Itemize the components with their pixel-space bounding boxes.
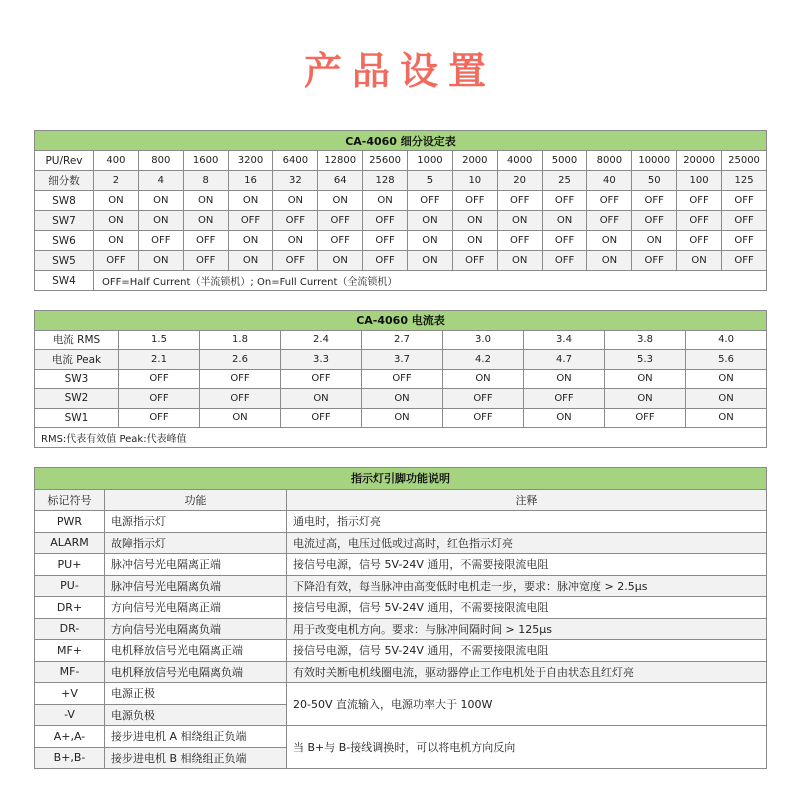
pin-function: 电源负极 — [105, 704, 287, 726]
header-note: 注释 — [287, 489, 767, 511]
pin-code: PU+ — [35, 554, 105, 576]
table-cell: OFF — [722, 191, 767, 211]
table-cell: ON — [497, 211, 542, 231]
table-cell: 4.0 — [686, 330, 767, 350]
header-func: 功能 — [105, 489, 287, 511]
pin-note: 下降沿有效，每当脉冲由高变低时电机走一步，要求：脉冲宽度 > 2.5μs — [287, 575, 767, 597]
pin-code: ALARM — [35, 532, 105, 554]
pin-note: 接信号电源，信号 5V-24V 通用，不需要接限流电阻 — [287, 640, 767, 662]
table-cell: OFF — [183, 231, 228, 251]
pin-function-table — [34, 467, 767, 769]
table-cell: 4 — [138, 171, 183, 191]
table-cell: OFF — [443, 389, 524, 409]
table-row — [35, 369, 767, 389]
table-cell: OFF — [722, 211, 767, 231]
table-cell: 2.1 — [119, 350, 200, 370]
table-cell: ON — [228, 231, 273, 251]
row-label: SW7 — [35, 211, 94, 231]
table-cell: ON — [443, 369, 524, 389]
pin-code: +V — [35, 683, 105, 705]
table-cell: ON — [362, 389, 443, 409]
table-row — [35, 171, 767, 191]
pin-code: PWR — [35, 511, 105, 533]
table-cell: OFF — [119, 389, 200, 409]
table-cell: 64 — [318, 171, 363, 191]
table-row — [35, 151, 767, 171]
pin-function: 接步进电机 B 相绕组正负端 — [105, 747, 287, 769]
table-row — [35, 231, 767, 251]
table-cell: OFF — [497, 231, 542, 251]
table-cell: OFF — [273, 251, 318, 271]
pin-note: 用于改变电机方向。要求：与脉冲间隔时间 > 125μs — [287, 618, 767, 640]
table-row — [35, 211, 767, 231]
table-row — [35, 408, 767, 428]
table-row — [35, 191, 767, 211]
table-cell: ON — [605, 389, 686, 409]
table-cell: OFF — [281, 408, 362, 428]
row-label: 电流 RMS — [35, 330, 119, 350]
current-table — [34, 310, 767, 448]
table-cell: ON — [138, 191, 183, 211]
table-cell: ON — [183, 211, 228, 231]
table-cell: ON — [452, 211, 497, 231]
table-cell: ON — [138, 251, 183, 271]
table-cell: ON — [318, 191, 363, 211]
table-cell: 3.8 — [605, 330, 686, 350]
table-row — [35, 597, 767, 619]
table-cell: OFF — [524, 389, 605, 409]
table-cell: 8 — [183, 171, 228, 191]
pin-note: 接信号电源，信号 5V-24V 通用，不需要接限流电阻 — [287, 597, 767, 619]
table-cell: 3200 — [228, 151, 273, 171]
table-cell: 20 — [497, 171, 542, 191]
table-cell: 50 — [632, 171, 677, 191]
table-row — [35, 271, 767, 291]
pin-function: 接步进电机 A 相绕组正负端 — [105, 726, 287, 748]
pin-function: 故障指示灯 — [105, 532, 287, 554]
table-cell: 4.2 — [443, 350, 524, 370]
table-cell: OFF — [273, 211, 318, 231]
pin-code: -V — [35, 704, 105, 726]
table-cell: 2.4 — [281, 330, 362, 350]
table-cell: OFF — [363, 231, 408, 251]
table-cell: ON — [587, 231, 632, 251]
table-cell: ON — [605, 369, 686, 389]
header-code: 标记符号 — [35, 489, 105, 511]
table-cell: 3.7 — [362, 350, 443, 370]
table-cell: ON — [138, 211, 183, 231]
table-cell: 2.6 — [200, 350, 281, 370]
table-cell: 5000 — [542, 151, 587, 171]
table-cell: 100 — [677, 171, 722, 191]
table-cell: ON — [183, 191, 228, 211]
pin-code: DR+ — [35, 597, 105, 619]
table-cell: 400 — [94, 151, 139, 171]
table-cell: 16 — [228, 171, 273, 191]
table-cell: 3.3 — [281, 350, 362, 370]
pin-code: MF+ — [35, 640, 105, 662]
row-label: SW3 — [35, 369, 119, 389]
table-cell: 5.3 — [605, 350, 686, 370]
row-label: 细分数 — [35, 171, 94, 191]
pin-note: 电流过高，电压过低或过高时，红色指示灯亮 — [287, 532, 767, 554]
table-cell: OFF — [119, 369, 200, 389]
table-cell: OFF — [542, 231, 587, 251]
table-row — [35, 511, 767, 533]
table-cell: OFF — [443, 408, 524, 428]
pin-note: 接信号电源，信号 5V-24V 通用，不需要接限流电阻 — [287, 554, 767, 576]
table-row — [35, 350, 767, 370]
table-cell: OFF — [318, 211, 363, 231]
table-cell: OFF — [632, 211, 677, 231]
table-cell: 1600 — [183, 151, 228, 171]
pin-code: MF- — [35, 661, 105, 683]
table-cell: ON — [632, 231, 677, 251]
table-cell: 6400 — [273, 151, 318, 171]
table-cell: ON — [200, 408, 281, 428]
table-cell: OFF — [542, 191, 587, 211]
table-cell: 2000 — [452, 151, 497, 171]
table-cell: OFF — [677, 231, 722, 251]
pin-function: 方向信号光电隔离正端 — [105, 597, 287, 619]
table-cell: 3.0 — [443, 330, 524, 350]
table-cell: OFF — [408, 191, 453, 211]
table-cell: OFF — [677, 211, 722, 231]
table-cell: OFF — [318, 231, 363, 251]
current-table-title: CA-4060 电流表 — [35, 311, 767, 331]
table-row — [35, 428, 767, 448]
table-cell: OFF — [363, 211, 408, 231]
table-cell: OFF — [677, 191, 722, 211]
table-cell: 1.5 — [119, 330, 200, 350]
row-label: 电流 Peak — [35, 350, 119, 370]
table-cell: ON — [587, 251, 632, 271]
table-row — [35, 726, 767, 748]
power-note: 20-50V 直流输入，电源功率大于 100W — [287, 683, 767, 726]
table-cell: OFF — [587, 211, 632, 231]
table-cell: OFF — [362, 369, 443, 389]
table-cell: ON — [228, 191, 273, 211]
table-row — [35, 532, 767, 554]
table-cell: ON — [273, 231, 318, 251]
table-cell: 800 — [138, 151, 183, 171]
pin-function: 电机释放信号光电隔离负端 — [105, 661, 287, 683]
table-cell: ON — [452, 231, 497, 251]
row-label: SW5 — [35, 251, 94, 271]
table-cell: 25600 — [363, 151, 408, 171]
table-cell: ON — [273, 191, 318, 211]
table-cell: ON — [524, 369, 605, 389]
page-title: 产品设置 — [303, 49, 496, 93]
table-cell: 20000 — [677, 151, 722, 171]
table-cell: 25 — [542, 171, 587, 191]
table-cell: ON — [408, 211, 453, 231]
table-cell: 2.7 — [362, 330, 443, 350]
table-cell: ON — [228, 251, 273, 271]
row-label: SW4 — [35, 271, 94, 291]
table-cell: 32 — [273, 171, 318, 191]
pin-code: DR- — [35, 618, 105, 640]
table-cell: ON — [94, 191, 139, 211]
table-cell: 1000 — [408, 151, 453, 171]
table-cell: 25000 — [722, 151, 767, 171]
table-cell: 125 — [722, 171, 767, 191]
subdivision-table — [34, 130, 767, 291]
table-cell: ON — [94, 231, 139, 251]
pin-code: A+,A- — [35, 726, 105, 748]
table-cell: ON — [686, 389, 767, 409]
table-cell: OFF — [605, 408, 686, 428]
table-cell: ON — [408, 231, 453, 251]
table-cell: OFF — [722, 251, 767, 271]
pin-function: 方向信号光电隔离负端 — [105, 618, 287, 640]
table-cell: 3.4 — [524, 330, 605, 350]
table-cell: 5 — [408, 171, 453, 191]
table-cell: ON — [686, 408, 767, 428]
table-cell: 2 — [94, 171, 139, 191]
table-row — [35, 330, 767, 350]
table-cell: 40 — [587, 171, 632, 191]
table-cell: OFF — [281, 369, 362, 389]
table-cell: OFF — [138, 231, 183, 251]
table-cell: ON — [362, 408, 443, 428]
table-row — [35, 251, 767, 271]
table-row — [35, 554, 767, 576]
table-row — [35, 618, 767, 640]
table-cell: ON — [94, 211, 139, 231]
table-cell: 4000 — [497, 151, 542, 171]
table-cell: 10000 — [632, 151, 677, 171]
pin-function: 电源正极 — [105, 683, 287, 705]
sw4-note: OFF=Half Current（半流锁机）; On=Full Current（全流锁机） — [94, 271, 767, 291]
pin-function: 脉冲信号光电隔离负端 — [105, 575, 287, 597]
pin-note: 通电时，指示灯亮 — [287, 511, 767, 533]
pin-note: 有效时关断电机线圈电流，驱动器停止工作电机处于自由状态且红灯亮 — [287, 661, 767, 683]
table-cell: OFF — [452, 251, 497, 271]
table-cell: 8000 — [587, 151, 632, 171]
row-label: PU/Rev — [35, 151, 94, 171]
motor-note: 当 B+与 B-接线调换时，可以将电机方向反向 — [287, 726, 767, 769]
table-cell: ON — [497, 251, 542, 271]
table-cell: OFF — [228, 211, 273, 231]
table-cell: 10 — [452, 171, 497, 191]
table-cell: OFF — [497, 191, 542, 211]
table-cell: OFF — [200, 369, 281, 389]
current-footnote: RMS:代表有效值 Peak:代表峰值 — [35, 428, 767, 448]
table-cell: 12800 — [318, 151, 363, 171]
row-label: SW8 — [35, 191, 94, 211]
table-cell: OFF — [183, 251, 228, 271]
table-cell: 5.6 — [686, 350, 767, 370]
table-row — [35, 683, 767, 705]
table-cell: ON — [318, 251, 363, 271]
table-cell: OFF — [94, 251, 139, 271]
pin-code: B+,B- — [35, 747, 105, 769]
table-row — [35, 575, 767, 597]
table-cell: OFF — [542, 251, 587, 271]
table-cell: ON — [542, 211, 587, 231]
row-label: SW6 — [35, 231, 94, 251]
table-cell: ON — [363, 191, 408, 211]
table-row — [35, 640, 767, 662]
pin-function: 电机释放信号光电隔离正端 — [105, 640, 287, 662]
table-cell: OFF — [363, 251, 408, 271]
table-cell: OFF — [119, 408, 200, 428]
table-cell: OFF — [587, 191, 632, 211]
row-label: SW1 — [35, 408, 119, 428]
table-cell: OFF — [632, 191, 677, 211]
table-cell: OFF — [200, 389, 281, 409]
table-row — [35, 389, 767, 409]
table-cell: ON — [408, 251, 453, 271]
table-cell: OFF — [632, 251, 677, 271]
pin-function: 电源指示灯 — [105, 511, 287, 533]
table-cell: OFF — [722, 231, 767, 251]
table-row — [35, 661, 767, 683]
table-cell: 1.8 — [200, 330, 281, 350]
table-cell: 128 — [363, 171, 408, 191]
pin-function: 脉冲信号光电隔离正端 — [105, 554, 287, 576]
pin-table-title: 指示灯引脚功能说明 — [35, 468, 767, 490]
table-cell: OFF — [452, 191, 497, 211]
row-label: SW2 — [35, 389, 119, 409]
table-cell: ON — [677, 251, 722, 271]
subdivision-table-title: CA-4060 细分设定表 — [35, 131, 767, 151]
table-cell: 4.7 — [524, 350, 605, 370]
table-cell: ON — [686, 369, 767, 389]
pin-code: PU- — [35, 575, 105, 597]
table-cell: ON — [281, 389, 362, 409]
table-cell: ON — [524, 408, 605, 428]
